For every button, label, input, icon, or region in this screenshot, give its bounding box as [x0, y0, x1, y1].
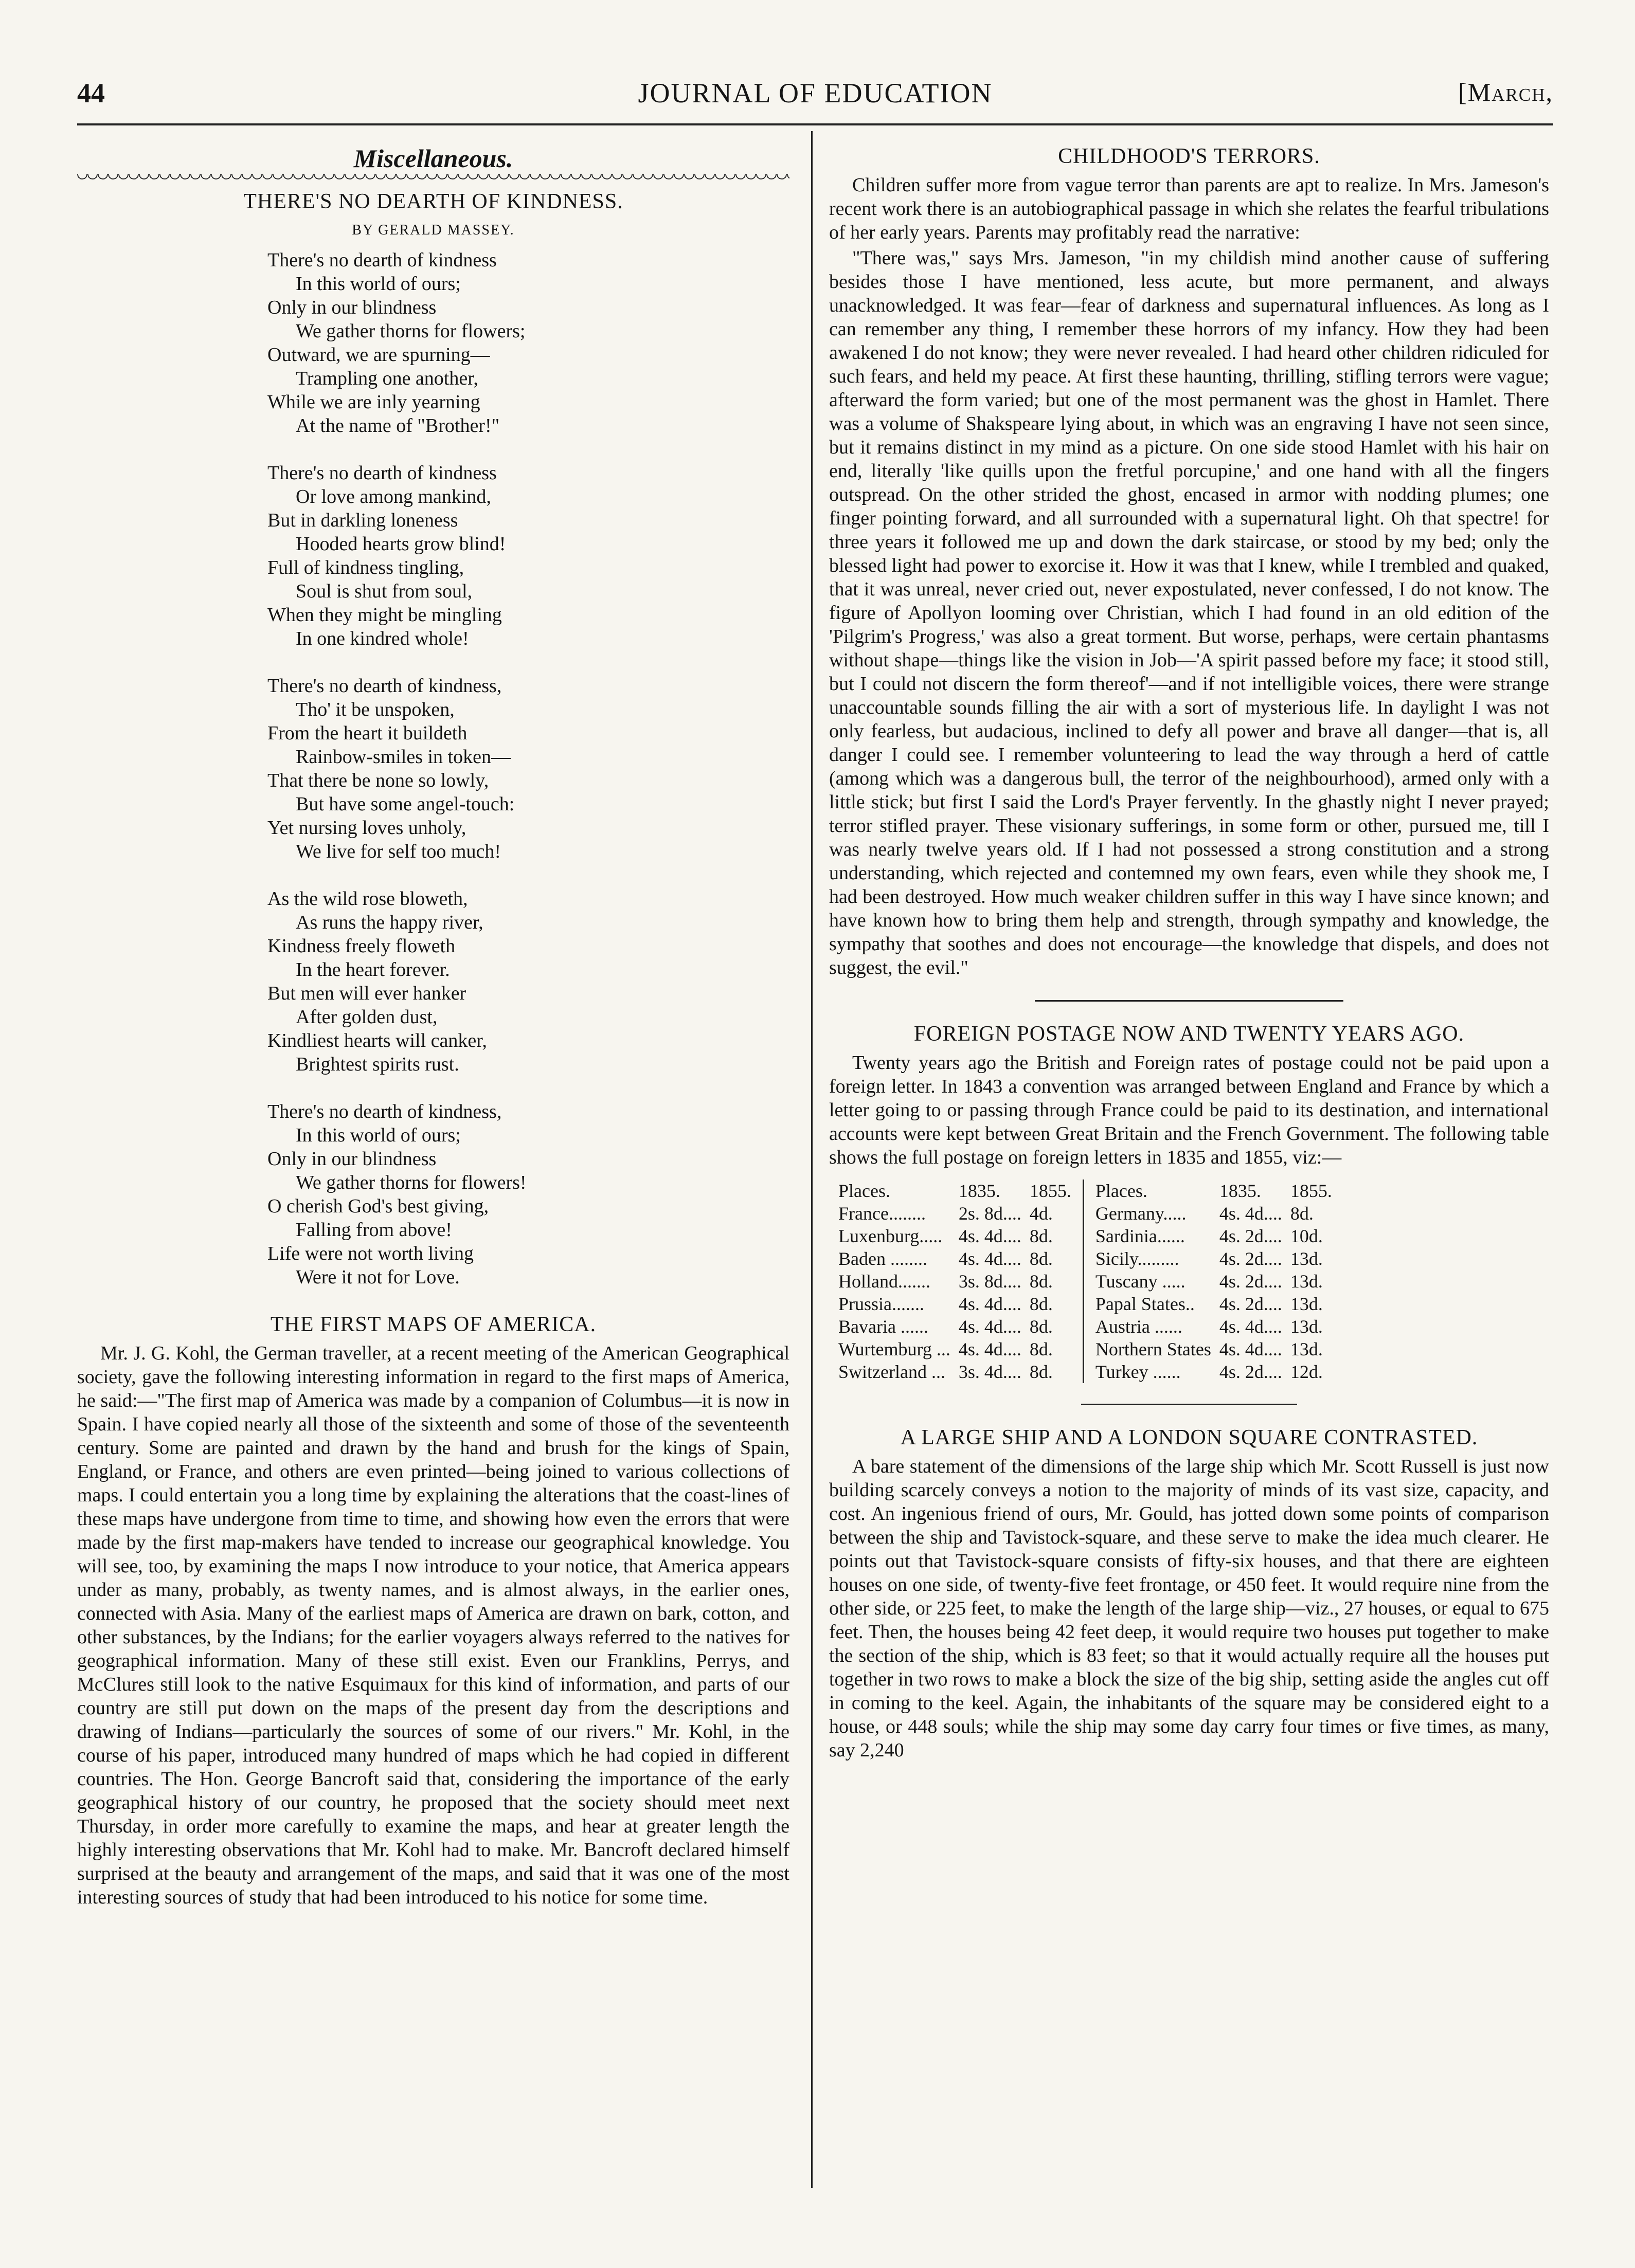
table-cell: 4s. 2d....: [1219, 1294, 1282, 1314]
poem-line: Were it not for Love.: [296, 1266, 460, 1288]
table-cell: 4s. 2d....: [1219, 1362, 1282, 1382]
table-cell: 13d.: [1290, 1271, 1323, 1292]
table-cell: Sicily.........: [1095, 1248, 1179, 1269]
table-cell: Sardinia......: [1095, 1226, 1185, 1246]
terrors-paragraph-2: "There was," says Mrs. Jameson, "in my childish mind another cause of suffering besides those I have mentioned, less acute, but more permanent, and always unacknowledged. It was fear—fear of darkness and supernatural influences. As long as I can remember any thing, I remember these horrors of my infancy. How they had been awakened I do not know; they were never revealed. I had heard other children ridiculed for such fears, and held my peace. At first these haunting, thrilling, stifling terrors were vague; afterward the form varied; but one of the most permanent was the ghost in Hamlet. There was a volume of Shakspeare lying about, in which was an engraving I have not seen since, but it remains distinct in my mind as a picture. On one side stood Hamlet with his hair on end, literally 'like quills upon the fretful porcupine,' and one hand with all the fingers outspread. On the other strided the ghost, encased in armor with nodding plumes; one finger pointing forward, and all surrounded with a supernatural light. Oh that spectre! for three years it followed me up and down the dark staircase, or stood by my bed; only the blessed light had power to exorcise it. How it was that I knew, while I trembled and quaked, that it was unreal, never cried out, never expostulated, never confessed, I do not know. The figure of Apollyon looming over Christian, which I had found in an old edition of the 'Pilgrim's Progress,' was also a great torment. But worse, perhaps, were certain phantasms without shape—things like the vision in Job—'A spirit passed before my face; it stood still, but I could not discern the form thereof'—and if not intelligible voices, there were strange unaccountable sounds filling the air with a sort of mysterious life. In daylight I was not only fearless, but audacious, inclined to defy all power and brave all danger—that is, all danger I could see. I remember volunteering to lead the way through a herd of cattle (among which was a dangerous bull, the terror of the neighbourhood), armed only with a little stick; but first I said the Lord's Prayer fervently. In the ghastly night I never prayed; terror stifled prayer. These visionary sufferings, in some form or other, pursued me, till I was nearly twelve years old. If I had not possessed a strong constitution and a strong understanding, which rejected and contemned my own fears, even while they shook me, I had been destroyed. How much weaker children suffer in this way I have since known; and have known how to bring them help and strength, through sympathy and knowledge, the sympathy that soothes and does not encourage—the knowledge that dispels, and does not suggest, the evil.": [829, 247, 1549, 978]
poem-line: We gather thorns for flowers;: [296, 320, 526, 342]
table-cell: Wurtemburg ...: [838, 1339, 950, 1359]
ship-paragraph: A bare statement of the dimensions of the large ship which Mr. Scott Russell is just now building scarcely conveys a notion to the majority of minds of its vast size, capacity, and cost. An ingenious friend of ours, Mr. Gould, has jotted down some points of comparison between the ship and Tavistock-square, and these serve to make the idea much clearer. He points out that Tavistock-square consists of fifty-six houses, and that there are eighteen houses on one side, of twenty-five feet frontage, or 450 feet. It would require nine from the other side, or 225 feet, to make the length of the large ship—viz., 27 houses, or equal to 675 feet. Then, the houses being 42 feet deep, it would require two houses put together to make the section of the ship, which is 83 feet; so that it would actually require all the houses put together in two rows to make a block the size of the big ship, setting aside the angles cut off in coming to the keel. Again, the inhabitants of the square may be considered eight to a house, or 448 souls; while the ship may some day carry four times or five times, as many, say 2,240: [829, 1456, 1549, 1761]
left-column: [77, 141, 789, 1911]
table-cell: Holland.......: [838, 1271, 930, 1292]
table-cell: 4s. 2d....: [1219, 1271, 1282, 1292]
table-cell: 8d.: [1029, 1362, 1053, 1382]
table-cell: Northern States: [1095, 1339, 1211, 1359]
column-header: 1855.: [1029, 1181, 1071, 1201]
poem-line: When they might be mingling: [267, 604, 502, 626]
poem-line: While we are inly yearning: [267, 391, 480, 413]
column-header: 1835.: [1219, 1181, 1261, 1201]
maps-paragraph: Mr. J. G. Kohl, the German traveller, at a recent meeting of the American Geographical society, gave the following interesting information in regard to the first maps of America, he said:—"The first map of America was made by a companion of Columbus—it is now in Spain. I have copied nearly all those of the sixteenth and some of those of the seventeenth century. Some are painted and drawn by the hand and brush for the kings of Spain, England, or France, and others are even printed—being joined to various collections of maps. I could entertain you a long time by explaining the alterations that the coast-lines of these maps have undergone from time to time, and showing how even the errors that were made by the first map-makers have tended to increase our geographical knowledge. You will see, too, by examining the maps I now introduce to your notice, that America appears under as many, probably, as twenty names, and is almost always, in the earlier ones, connected with Asia. Many of the earliest maps of America are drawn on bark, cotton, and other substances, by the Indians; for the earlier voyagers always referred to the natives for geographical information. Many of these still exist. Even our Franklins, Perrys, and McClures still look to the native Esquimaux for this kind of information, and parts of our country are still put down on the maps of the present day from the descriptions and drawing of Indians—particularly the sources of some of our rivers." Mr. Kohl, in the course of his paper, introduced many hundred of maps which he had copied in different countries. The Hon. George Bancroft said that, considering the importance of the early geographical history of our country, he proposed that the society should meet next Thursday, in order more carefully to examine the maps, and hear at greater length the highly interesting observations that Mr. Kohl had to make. Mr. Bancroft declared himself surprised at the beauty and arrangement of the maps, and said that it was one of the most interesting sources of study that had been introduced to his notice for some time.: [77, 1342, 789, 1908]
table-cell: 3s. 8d....: [958, 1271, 1021, 1292]
table-cell: 8d.: [1029, 1226, 1053, 1246]
poem-line: As the wild rose bloweth,: [267, 888, 468, 910]
poem-line: That there be none so lowly,: [267, 770, 489, 791]
poem-line: But men will ever hanker: [267, 983, 466, 1004]
column-header: Places.: [838, 1181, 890, 1201]
poem-line: O cherish God's best giving,: [267, 1195, 489, 1217]
section-rule: [1035, 1000, 1343, 1002]
poem-line: In this world of ours;: [296, 273, 461, 295]
table-cell: 2s. 8d....: [958, 1203, 1021, 1224]
table-cell: Papal States..: [1095, 1294, 1195, 1314]
table-row: [1091, 1338, 1336, 1360]
table-cell: Switzerland ...: [838, 1362, 945, 1382]
poem-line: Only in our blindness: [267, 1148, 437, 1170]
header-rule: [77, 123, 1553, 125]
table-cell: 8d.: [1029, 1316, 1053, 1337]
poem-line: Kindness freely floweth: [267, 935, 456, 957]
poem-line: After golden dust,: [296, 1006, 438, 1028]
poem-line: There's no dearth of kindness: [267, 462, 497, 484]
postage-paragraph: Twenty years ago the British and Foreign rates of postage could not be paid upon a foreign letter. In 1843 a convention was arranged between England and France by which a letter going to or passing through France could be paid to its destination, and international accounts were kept between Great Britain and the French Government. The following table shows the full postage on foreign letters in 1835 and 1855, viz:—: [829, 1052, 1549, 1168]
table-cell: 4s. 4d....: [1219, 1316, 1282, 1337]
page-header: [77, 77, 1553, 118]
table-cell: 4s. 2d....: [1219, 1226, 1282, 1246]
table-cell: 4s. 4d....: [1219, 1339, 1282, 1359]
table-cell: 4d.: [1029, 1203, 1053, 1224]
poem-byline: BY GERALD MASSEY.: [352, 222, 515, 238]
table-cell: Tuscany .....: [1095, 1271, 1185, 1292]
postage-table-right: [1091, 1180, 1336, 1383]
table-row: [834, 1247, 1075, 1270]
poem-line: At the name of "Brother!": [296, 415, 500, 437]
poem-line: Falling from above!: [296, 1219, 452, 1241]
table-row: [834, 1315, 1075, 1338]
table-cell: 8d.: [1029, 1271, 1053, 1292]
poem-title: THERE'S NO DEARTH OF KINDNESS.: [243, 190, 623, 213]
table-cell: 8d.: [1029, 1339, 1053, 1359]
poem-line: But have some angel-touch:: [296, 793, 515, 815]
poem-line: But in darkling loneness: [267, 510, 458, 531]
table-cell: Luxenburg.....: [838, 1226, 943, 1246]
postage-table: [834, 1180, 1549, 1383]
poem-stanza: [267, 461, 789, 650]
column-header: Places.: [1095, 1181, 1147, 1201]
table-cell: 12d.: [1290, 1362, 1323, 1382]
journal-title: JOURNAL OF EDUCATION: [638, 78, 993, 108]
poem-line: Full of kindness tingling,: [267, 557, 464, 578]
poem-line: Only in our blindness: [267, 297, 437, 318]
table-header-row: [1091, 1180, 1336, 1202]
table-row: [1091, 1270, 1336, 1293]
poem-line: In the heart forever.: [296, 959, 450, 981]
poem-line: Kindliest hearts will canker,: [267, 1030, 487, 1051]
section-heading: Miscellaneous.: [353, 144, 513, 173]
column-divider: [811, 131, 813, 2188]
table-cell: 13d.: [1290, 1294, 1323, 1314]
issue-month: [March,: [1458, 78, 1553, 106]
table-row: [834, 1202, 1075, 1225]
poem-line: In this world of ours;: [296, 1124, 461, 1146]
table-row: [834, 1360, 1075, 1383]
ship-title: A LARGE SHIP AND A LONDON SQUARE CONTRASTED.: [900, 1426, 1478, 1449]
postage-table-left: [834, 1180, 1075, 1383]
table-cell: France........: [838, 1203, 926, 1224]
table-row: [1091, 1293, 1336, 1315]
poem-line: There's no dearth of kindness,: [267, 1101, 502, 1122]
table-cell: 13d.: [1290, 1316, 1323, 1337]
wavy-rule: [77, 174, 789, 185]
poem-line: We live for self too much!: [296, 841, 501, 862]
poem-line: Hooded hearts grow blind!: [296, 533, 506, 555]
table-cell: 8d.: [1029, 1248, 1053, 1269]
poem-stanza: [267, 887, 789, 1076]
poem-line: Brightest spirits rust.: [296, 1054, 459, 1075]
table-row: [1091, 1202, 1336, 1225]
poem-stanza: [267, 674, 789, 863]
table-cell: 10d.: [1290, 1226, 1323, 1246]
table-row: [1091, 1360, 1336, 1383]
table-cell: 4s. 4d....: [958, 1339, 1021, 1359]
poem-line: Soul is shut from soul,: [296, 580, 473, 602]
table-cell: 4s. 4d....: [1219, 1203, 1282, 1224]
table-cell: Prussia.......: [838, 1294, 925, 1314]
page-number: 44: [77, 78, 105, 108]
poem-line: Rainbow-smiles in token—: [296, 746, 511, 768]
table-cell: 8d.: [1029, 1294, 1053, 1314]
table-row: [1091, 1225, 1336, 1247]
poem-line: Yet nursing loves unholy,: [267, 817, 466, 839]
poem-stanza: [267, 1100, 789, 1289]
poem-line: Or love among mankind,: [296, 486, 491, 507]
poem-line: Life were not worth living: [267, 1243, 474, 1264]
table-cell: Bavaria ......: [838, 1316, 928, 1337]
table-cell: 13d.: [1290, 1248, 1323, 1269]
table-cell: 4s. 4d....: [958, 1226, 1021, 1246]
poem-line: There's no dearth of kindness: [267, 249, 497, 271]
table-row: [834, 1338, 1075, 1360]
column-header: 1855.: [1290, 1181, 1332, 1201]
table-cell: 3s. 4d....: [958, 1362, 1021, 1382]
terrors-title: CHILDHOOD'S TERRORS.: [1058, 144, 1320, 168]
table-cell: Austria ......: [1095, 1316, 1182, 1337]
poem-stanza: [267, 248, 789, 438]
poem-line: Tho' it be unspoken,: [296, 699, 455, 720]
right-column: [829, 141, 1549, 1764]
table-cell: Germany.....: [1095, 1203, 1187, 1224]
column-header: 1835.: [958, 1181, 1000, 1201]
table-cell: Baden ........: [838, 1248, 927, 1269]
table-cell: 8d.: [1290, 1203, 1314, 1224]
table-cell: Turkey ......: [1095, 1362, 1181, 1382]
table-row: [834, 1270, 1075, 1293]
table-cell: 13d.: [1290, 1339, 1323, 1359]
table-row: [1091, 1315, 1336, 1338]
table-cell: 4s. 2d....: [1219, 1248, 1282, 1269]
table-row: [834, 1225, 1075, 1247]
table-cell: 4s. 4d....: [958, 1316, 1021, 1337]
terrors-paragraph-1: Children suffer more from vague terror than parents are apt to realize. In Mrs. Jameson's recent work there is an autobiographical passage in which she relates the fearful tribulations of her early years. Parents may profitably read the narrative:: [829, 174, 1549, 243]
table-row: [834, 1293, 1075, 1315]
poem-line: We gather thorns for flowers!: [296, 1172, 527, 1193]
poem-line: In one kindred whole!: [296, 628, 469, 649]
poem: [267, 248, 789, 1289]
table-header-row: [834, 1180, 1075, 1202]
postage-title: FOREIGN POSTAGE NOW AND TWENTY YEARS AGO.: [913, 1022, 1465, 1046]
section-rule: [1081, 1404, 1297, 1405]
table-cell: 4s. 4d....: [958, 1294, 1021, 1314]
poem-line: Outward, we are spurning—: [267, 344, 490, 366]
poem-line: From the heart it buildeth: [267, 722, 468, 744]
table-divider: [1083, 1180, 1084, 1383]
poem-line: Trampling one another,: [296, 368, 478, 389]
poem-line: As runs the happy river,: [296, 912, 483, 933]
table-row: [1091, 1247, 1336, 1270]
maps-title: THE FIRST MAPS OF AMERICA.: [270, 1313, 597, 1336]
table-cell: 4s. 4d....: [958, 1248, 1021, 1269]
poem-line: There's no dearth of kindness,: [267, 675, 502, 697]
